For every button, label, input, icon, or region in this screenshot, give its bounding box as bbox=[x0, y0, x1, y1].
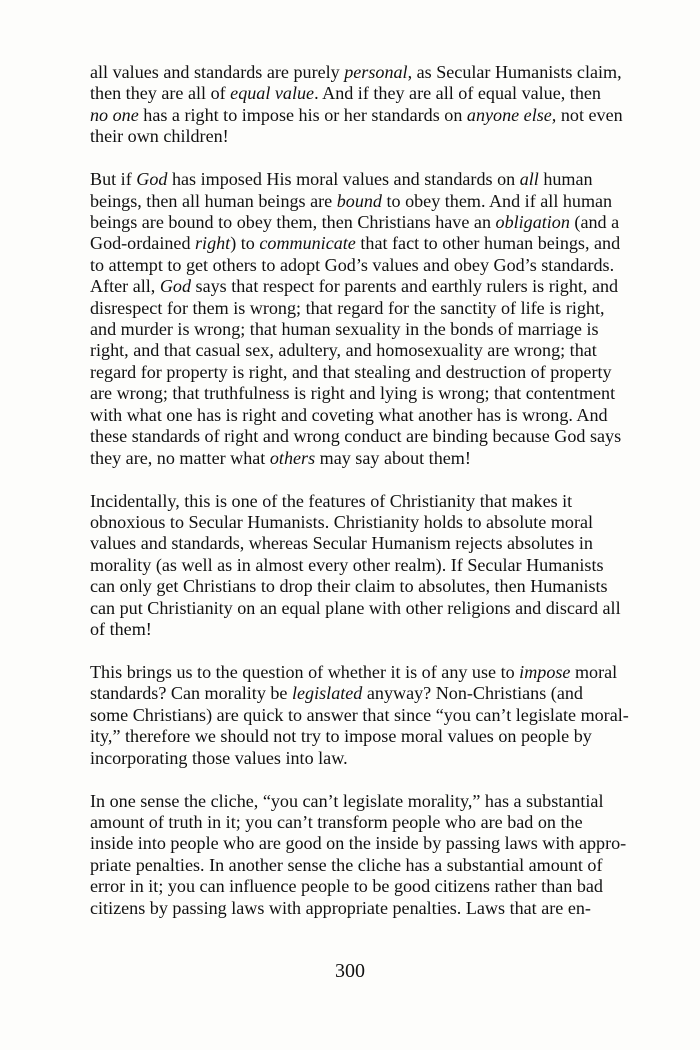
text-run: says that respect for parents and earthly rulers is right, and disrespect for them is wrong; that regard for the sanctity of life is right, and murder is wrong; that human sexuality in the bonds of marriage is right, and that casual sex, adultery, and homosexuality are wrong; that regard for property is right, and that stealing and destruction of property are wrong; that truthfulness is right and lying is wrong; that contentment with what one has is right and coveting what another has is wrong. And these standards of right and wrong conduct are binding because God says they are, no matter what bbox=[90, 276, 622, 468]
paragraph bbox=[90, 491, 650, 641]
italic-text: obligation bbox=[495, 212, 570, 233]
italic-text: others bbox=[269, 447, 316, 468]
text-run: ) to bbox=[230, 233, 260, 254]
paragraph bbox=[90, 62, 650, 148]
italic-text: equal value bbox=[230, 83, 315, 104]
italic-text: right bbox=[195, 233, 231, 254]
paragraph bbox=[90, 791, 650, 919]
text-run: not even their own children! bbox=[90, 104, 623, 147]
text-run: anyway? Non-Christians (and some Christians) are quick to answer that since “you can’t legislate moral- ity,” therefore we should not try to impose moral values on people by incorporating those values into law. bbox=[90, 683, 629, 768]
body-text bbox=[90, 62, 650, 919]
italic-text: God bbox=[159, 276, 192, 297]
italic-text: God bbox=[136, 169, 168, 190]
text-run: to obey them. And if all human beings are bound to obey them, then Christians have an bbox=[90, 190, 613, 233]
italic-text: communicate bbox=[259, 233, 356, 254]
text-run: has a right to impose his or her standards on bbox=[138, 104, 467, 125]
text-run: But if bbox=[90, 169, 137, 190]
italic-text: no one bbox=[90, 104, 139, 125]
text-run: may say about them! bbox=[315, 447, 471, 468]
italic-text: all bbox=[519, 169, 539, 190]
text-run: This brings us to the question of whether it is of any use to bbox=[90, 661, 520, 682]
italic-text: impose bbox=[519, 661, 571, 682]
text-run: human beings, then all human beings are bbox=[90, 169, 593, 211]
text-run: all values and standards are purely bbox=[90, 62, 345, 82]
text-run: In one sense the cliche, “you can’t legislate morality,” has a substantial amount of truth in it; you can’t transform people who are bad on the inside into people who are good on the inside by passing laws with appro- priate penalties. In another sense the cliche has a substantial amount of error in it; you can influence people to be good citizens rather than bad citizens by passing laws with appropriate penalties. Laws that are en- bbox=[90, 790, 627, 918]
italic-text: personal bbox=[344, 62, 408, 82]
text-run: that fact to other human beings, and to attempt to get others to adopt God’s values and obey God’s standards. After all, bbox=[90, 233, 621, 297]
text-run: , as Secular Humanists claim, then they are all of bbox=[90, 62, 622, 104]
text-run: moral standards? Can morality be bbox=[90, 661, 618, 704]
text-run: (and a God-ordained bbox=[90, 212, 620, 254]
text-run: Incidentally, this is one of the features of Christianity that makes it obnoxious to Secular Humanists. Christianity holds to absolute moral values and standards, whereas Secular Humanism rejects absolutes in morality (as well as in almost every other realm). If Secular Humanists can only get Christians to drop their claim to absolutes, then Humanists can put Christianity on an equal plane with other religions and discard all of them! bbox=[90, 490, 621, 639]
italic-text: legislated bbox=[292, 683, 363, 704]
page-number: 300 bbox=[335, 960, 365, 982]
text-run: . And if they are all of equal value, then bbox=[314, 83, 601, 104]
text-run: has imposed His moral values and standards on bbox=[167, 169, 520, 190]
paragraph bbox=[90, 169, 650, 469]
paragraph bbox=[90, 662, 650, 769]
italic-text: bound bbox=[336, 190, 382, 211]
italic-text: anyone else, bbox=[466, 104, 557, 125]
